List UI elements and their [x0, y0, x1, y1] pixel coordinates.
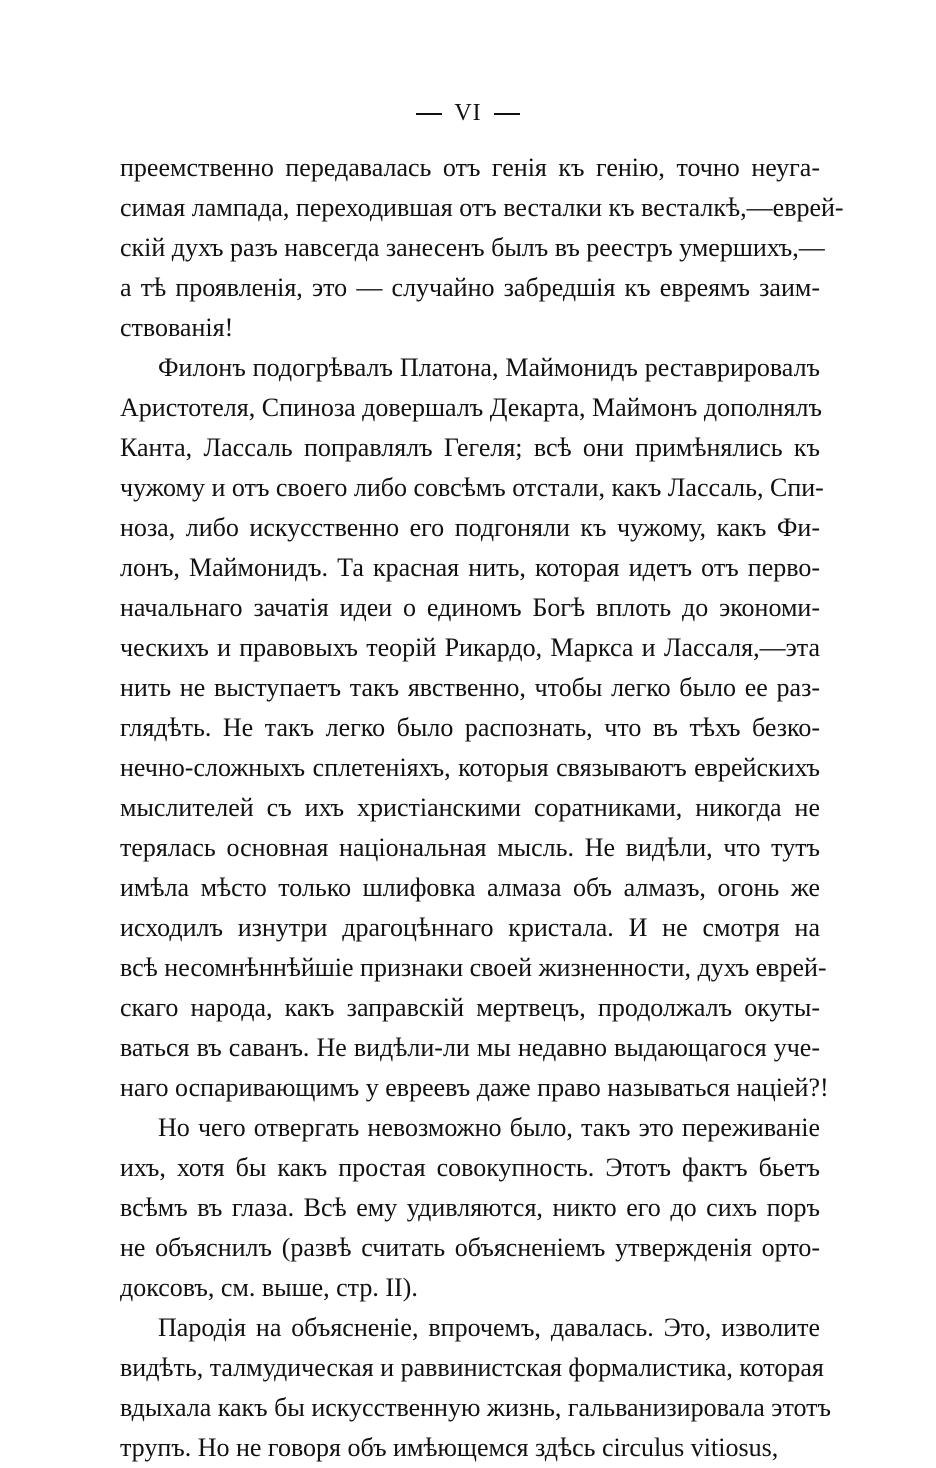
text-line: нечно-сложныхъ сплетеніяхъ, которыя связываютъ еврейскихъ [120, 753, 820, 782]
text-line: начальнаго зачатія идеи о единомъ Богѣ вплоть до экономи- [120, 593, 820, 622]
text-body [120, 148, 844, 1468]
text-line: скій духъ разъ навсегда занесенъ былъ въ реестръ умершихъ,— [120, 233, 825, 262]
right-dash [494, 113, 520, 115]
text-line: видѣть, талмудическая и раввинистская формалистика, которая [120, 1353, 824, 1382]
text-line: Но чего отвергать невозможно было, такъ это переживаніе [158, 1113, 820, 1142]
text-line: ихъ, хотя бы какъ простая совокупность. Этотъ фактъ бьетъ [120, 1153, 820, 1182]
paragraph [120, 1108, 820, 1308]
page-number-text: VI [454, 100, 482, 126]
text-line: ваться въ саванъ. Не видѣли-ли мы недавно выдающагося уче- [120, 1033, 820, 1062]
text-line: симая лампада, переходившая отъ весталки къ весталкѣ,—еврей- [120, 193, 844, 222]
text-line: чужому и отъ своего либо совсѣмъ отстали, какъ Лассаль, Спи- [120, 473, 824, 502]
text-line: ствованія! [120, 313, 234, 342]
text-line: ноза, либо искусственно его подгоняли къ чужому, какъ Фи- [120, 513, 820, 542]
text-line: Аристотеля, Спиноза довершалъ Декарта, Маймонъ дополнялъ [120, 393, 822, 422]
text-line: нить не выступаетъ такъ явственно, чтобы легко было ее раз- [120, 673, 820, 702]
text-line: вдыхала какъ бы искусственную жизнь, гальванизировала этотъ [120, 1393, 831, 1422]
paragraph [120, 348, 829, 1108]
text-line: всѣмъ въ глаза. Всѣ ему удивляются, никто его до сихъ поръ [120, 1193, 820, 1222]
text-line: а тѣ проявленія, это — случайно забредшія къ евреямъ заим- [120, 273, 820, 302]
text-line: преемственно передавалась отъ генія къ генію, точно неуга- [120, 153, 820, 182]
text-line: не объяснилъ (развѣ считать объясненіемъ утвержденія орто- [120, 1233, 820, 1262]
text-line: терялась основная національная мысль. Не видѣли, что тутъ [120, 833, 820, 862]
text-line: всѣ несомнѣннѣйшіе признаки своей жизненности, духъ еврей- [120, 953, 827, 982]
text-line: наго оспаривающимъ у евреевъ даже право называться націей?! [120, 1073, 829, 1102]
paragraph [120, 1308, 831, 1468]
text-line: лонъ, Маймонидъ. Та красная нить, которая идетъ отъ перво- [120, 553, 820, 582]
text-line: Пародія на объясненіе, впрочемъ, давалась. Это, изволите [158, 1313, 820, 1342]
text-line: скаго народа, какъ заправскій мертвецъ, продолжалъ окуты- [120, 993, 820, 1022]
text-line: трупъ. Но не говоря объ имѣющемся здѣсь circulus vitiosus, [120, 1433, 779, 1462]
text-line: мыслителей съ ихъ христіанскими соратниками, никогда не [120, 793, 820, 822]
text-line: имѣла мѣсто только шлифовка алмаза объ алмазъ, огонь же [120, 873, 820, 902]
text-line: Филонъ подогрѣвалъ Платона, Маймонидъ реставрировалъ [158, 353, 820, 382]
text-line: исходилъ изнутри драгоцѣннаго кристала. И не смотря на [120, 913, 820, 942]
page-number [0, 98, 936, 128]
paragraph [120, 148, 844, 348]
text-line: ческихъ и правовыхъ теорій Рикардо, Маркса и Лассаля,—эта [120, 633, 820, 662]
text-line: глядѣть. Не такъ легко было распознать, что въ тѣхъ безко- [120, 713, 820, 742]
left-dash [416, 113, 442, 115]
text-line: Канта, Лассаль поправлялъ Гегеля; всѣ они примѣнялись къ [120, 433, 820, 462]
text-line: доксовъ, см. выше, стр. II). [120, 1273, 418, 1302]
